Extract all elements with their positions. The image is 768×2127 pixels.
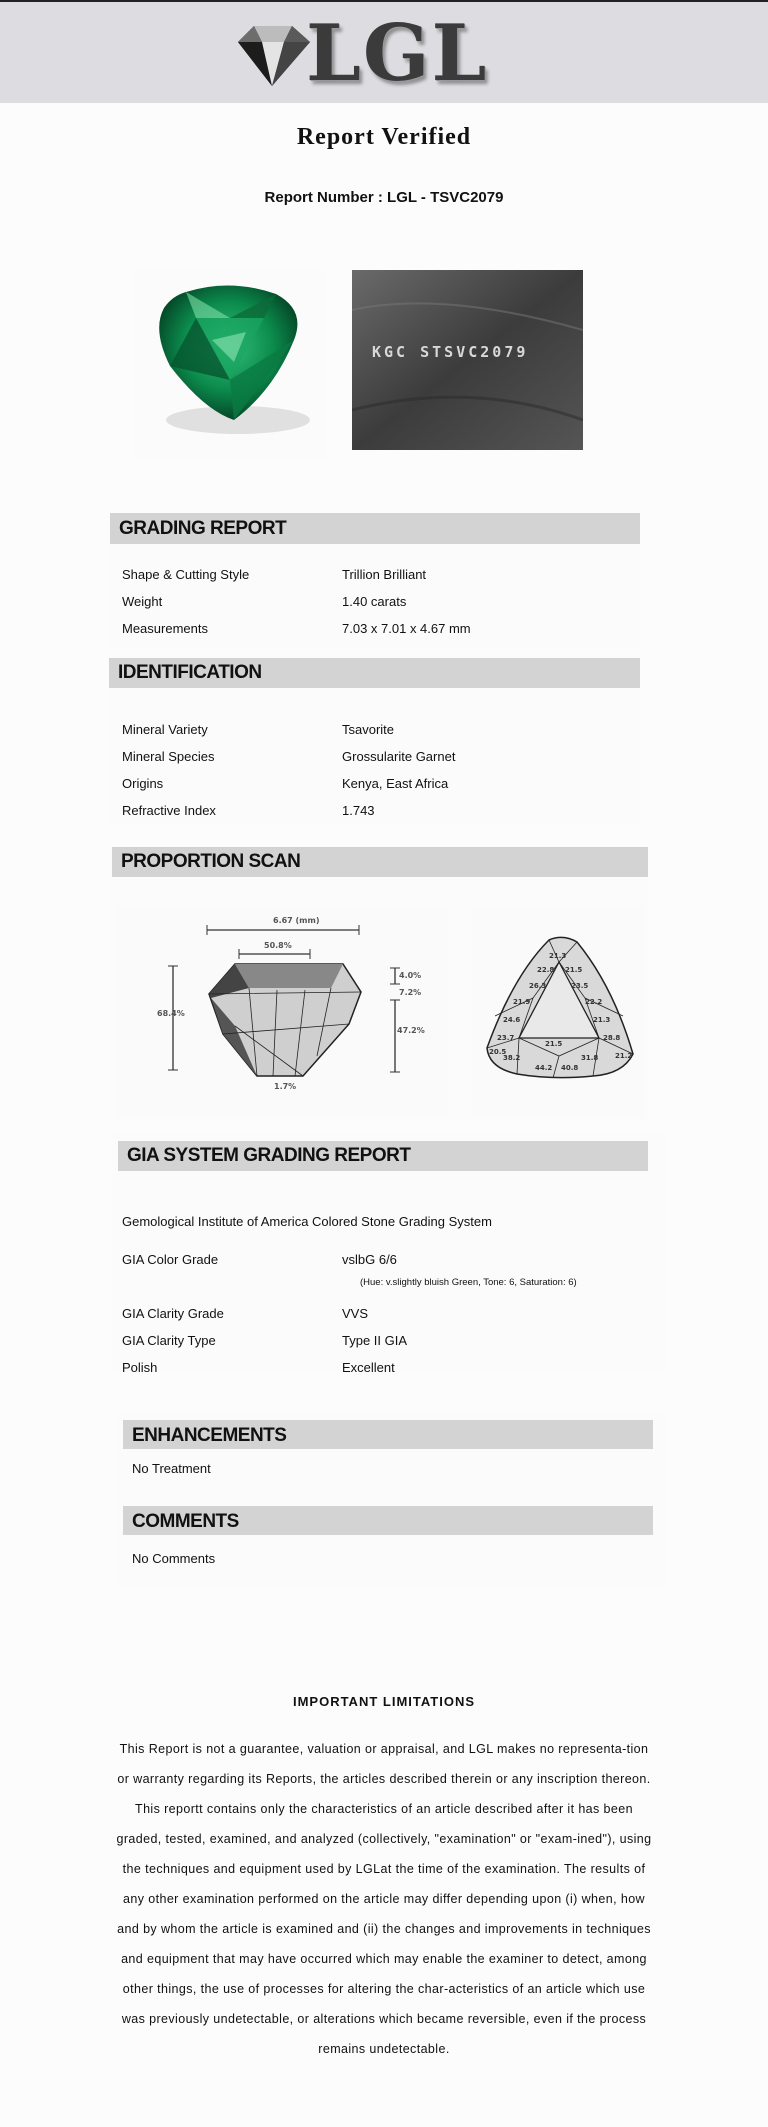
report-number: Report Number : LGL - TSVC2079 (264, 189, 504, 206)
facet-label-8: 21.3 (593, 1016, 611, 1024)
girdle-label: 7.2% (399, 988, 422, 997)
grading-label-2: Measurements (122, 621, 208, 636)
facet-label-10: 28.8 (603, 1034, 621, 1042)
gia-value-1: VVS (342, 1306, 369, 1321)
gia-label-0: GIA Color Grade (122, 1252, 219, 1267)
facet-label-13: 40.8 (561, 1064, 579, 1072)
gem-photo (134, 270, 326, 460)
facet-label-17: 21.5 (545, 1040, 563, 1048)
pavilion-label: 47.2% (397, 1026, 425, 1035)
grading-label-1: Weight (122, 594, 163, 609)
grading-value-0: Trillion Brilliant (342, 567, 427, 582)
gia-color-note: (Hue: v.slightly bluish Green, Tone: 6, Saturation: 6) (360, 1277, 577, 1288)
top-view-diagram (473, 906, 643, 1118)
identification-value-3: 1.743 (342, 803, 375, 818)
limitations-heading: IMPORTANT LIMITATIONS (292, 1694, 476, 1709)
enhancements-heading: ENHANCEMENTS (123, 1420, 653, 1449)
gia-heading: GIA SYSTEM GRADING REPORT (118, 1141, 648, 1171)
depth-label: 68.4% (157, 1009, 185, 1018)
identification-label-0: Mineral Variety (122, 722, 208, 737)
identification-label-2: Origins (122, 776, 164, 791)
facet-label-7: 24.6 (503, 1016, 521, 1024)
gia-value-2: Type II GIA (342, 1333, 408, 1348)
facet-label-4: 23.5 (571, 982, 589, 990)
gia-label-1: GIA Clarity Grade (122, 1306, 224, 1321)
header-banner (0, 2, 768, 103)
grading-value-2: 7.03 x 7.01 x 4.67 mm (342, 621, 471, 636)
identification-label-3: Refractive Index (122, 803, 216, 818)
culet-label: 1.7% (274, 1082, 297, 1091)
identification-heading: IDENTIFICATION (109, 658, 640, 688)
facet-label-5: 21.9 (513, 998, 531, 1006)
grading-label-0: Shape & Cutting Style (122, 567, 250, 582)
enhancements-text: No Treatment (132, 1461, 211, 1476)
lgl-logo[interactable] (232, 8, 492, 99)
diamond-icon (232, 22, 314, 88)
gia-intro: Gemological Institute of America Colored Stone Grading System (122, 1214, 492, 1229)
gia-value-0: vslbG 6/6 (342, 1252, 397, 1267)
facet-label-6: 22.2 (585, 998, 603, 1006)
facet-label-9: 23.7 (497, 1034, 515, 1042)
facet-label-2: 21.5 (565, 966, 583, 974)
comments-text: No Comments (132, 1551, 216, 1566)
identification-value-0: Tsavorite (342, 722, 395, 737)
side-profile-diagram (117, 906, 449, 1118)
facet-label-1: 22.8 (537, 966, 555, 974)
grading-report-heading: GRADING REPORT (110, 513, 640, 544)
logo-text: LGL (306, 8, 489, 99)
facet-label-16: 20.5 (489, 1048, 507, 1056)
identification-value-1: Grossularite Garnet (342, 749, 456, 764)
gia-label-3: Polish (122, 1360, 158, 1375)
width-label: 6.67 (mm) (273, 916, 320, 925)
identification-label-1: Mineral Species (122, 749, 215, 764)
grading-value-1: 1.40 carats (342, 594, 407, 609)
crown-label: 4.0% (399, 971, 422, 980)
facet-label-12: 38.2 (503, 1054, 521, 1062)
comments-heading: COMMENTS (123, 1506, 653, 1535)
table-label: 50.8% (264, 941, 292, 950)
gia-value-3: Excellent (342, 1360, 395, 1375)
facet-label-11: 31.8 (581, 1054, 599, 1062)
proportion-scan-heading: PROPORTION SCAN (112, 847, 648, 877)
facet-label-0: 21.3 (549, 952, 567, 960)
identification-value-2: Kenya, East Africa (342, 776, 449, 791)
facet-label-14: 44.2 (535, 1064, 553, 1072)
inscription-text: KGC STSVC2079 (372, 343, 529, 361)
facet-label-15: 21.2 (615, 1052, 633, 1060)
inscription-photo (352, 270, 583, 450)
page-title: Report Verified (296, 124, 472, 150)
gia-label-2: GIA Clarity Type (122, 1333, 216, 1348)
limitations-text: This Report is not a guarantee, valuation or appraisal, and LGL makes no representa-tion or warranty regarding its Reports, the articles described therein or any inscription thereon. This reportt contains only the characteristics of an article described after it has been graded, tested, examined, and analyzed (collectively, "examination" or "exam-ined"), using the techniques and equipment used by LGLat the time of the examination. The results of any other examination performed on the article may differ depending upon (i) when, how and by whom the article is examined and (ii) the changes and improvements in techniques and equipment that may have occurred which may enable the examiner to detect, among other things, the use of processes for altering the char-acteristics of an article which use was previously undetectable, or alterations which became reversible, even if the process remains undetectable. (116, 1742, 652, 2056)
facet-label-3: 26.3 (529, 982, 547, 990)
